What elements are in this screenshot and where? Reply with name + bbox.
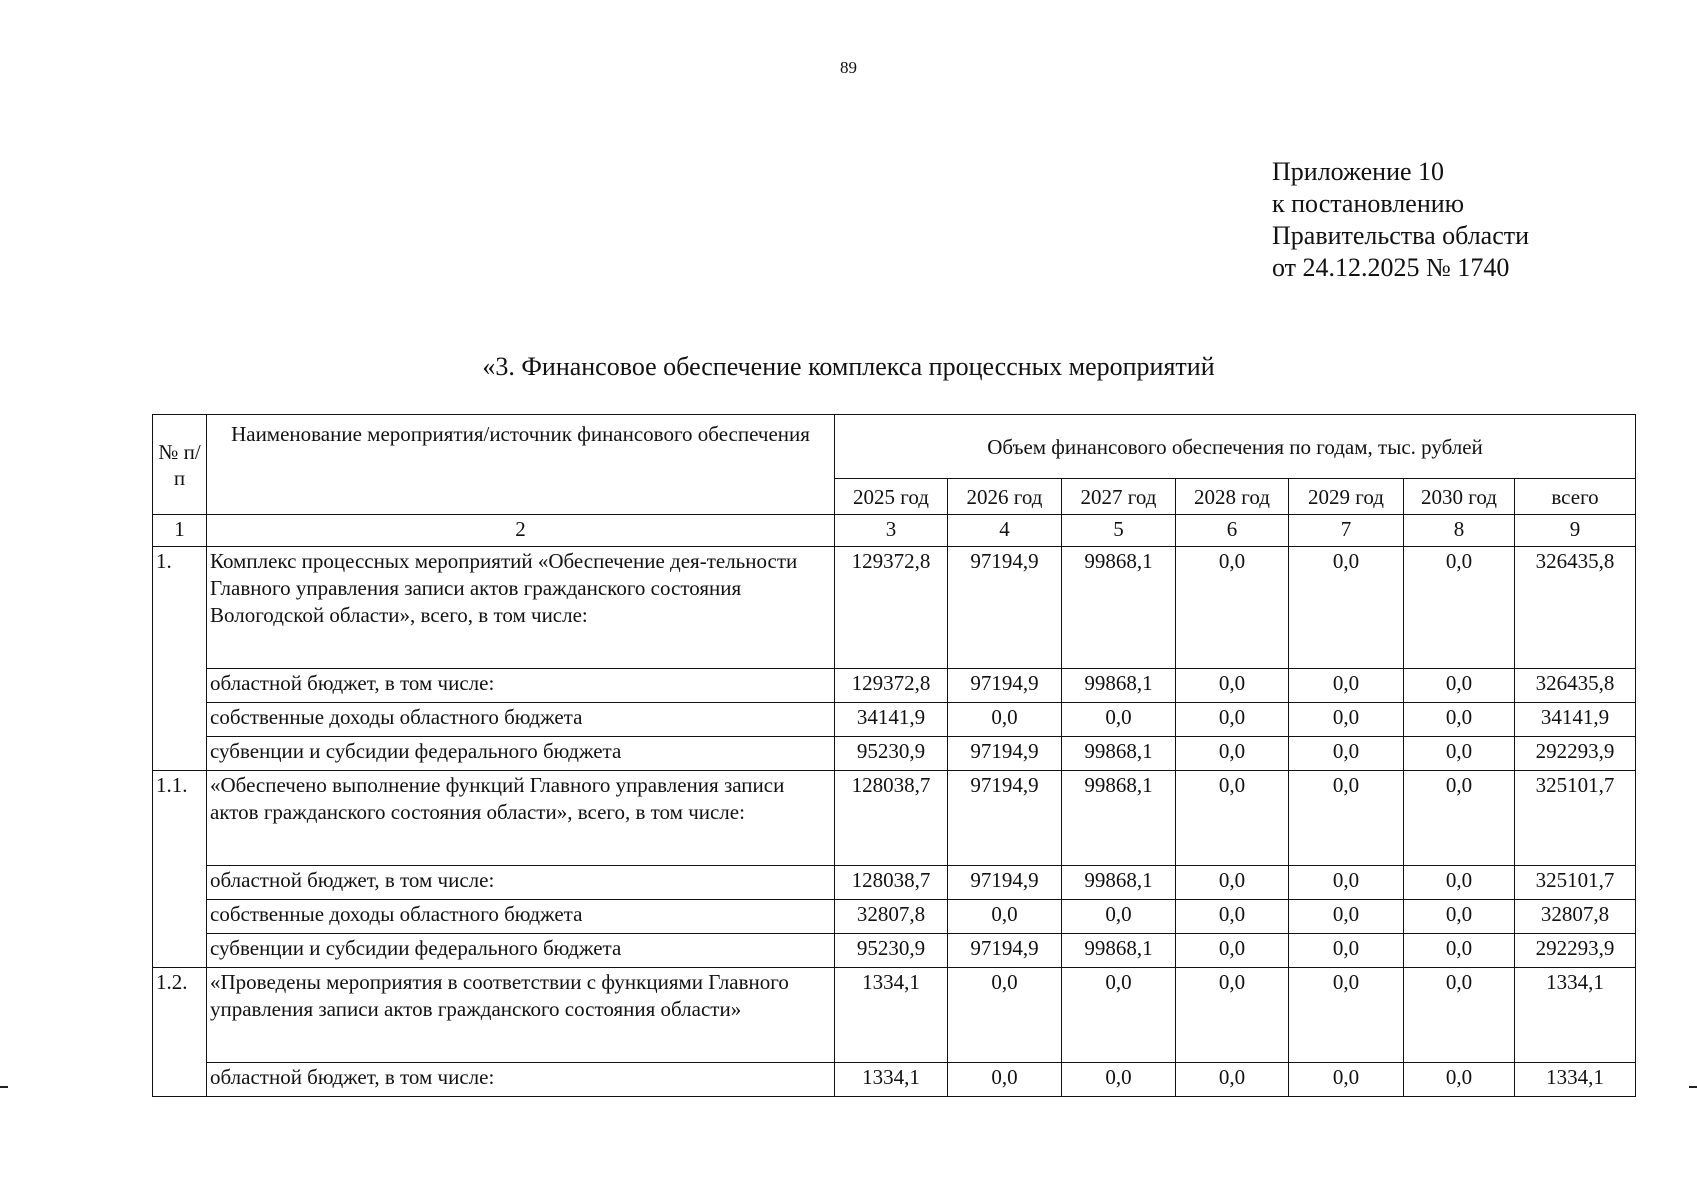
scan-mark (0, 1086, 8, 1088)
row-value: 0,0 (1289, 900, 1404, 934)
row-value: 1334,1 (835, 1063, 948, 1097)
row-value: 0,0 (1062, 900, 1176, 934)
row-value: 97194,9 (948, 771, 1062, 866)
row-value: 325101,7 (1515, 866, 1636, 900)
row-value: 0,0 (1404, 1063, 1515, 1097)
row-name: областной бюджет, в том числе: (207, 1063, 835, 1097)
appendix-line: Правительства области (1272, 221, 1530, 250)
column-number: 9 (1515, 515, 1636, 547)
row-index: 1. (153, 547, 207, 771)
column-number: 3 (835, 515, 948, 547)
row-value: 0,0 (1404, 547, 1515, 669)
appendix-block (1272, 156, 1529, 284)
appendix-line: Приложение 10 (1272, 157, 1445, 186)
row-value: 129372,8 (835, 547, 948, 669)
row-value: 0,0 (1062, 703, 1176, 737)
row-value: 0,0 (1289, 703, 1404, 737)
row-value: 0,0 (1176, 547, 1289, 669)
financing-table (152, 414, 1636, 1097)
row-value: 292293,9 (1515, 737, 1636, 771)
row-name: субвенции и субсидии федерального бюджета (207, 737, 835, 771)
column-number: 1 (153, 515, 207, 547)
row-name: «Обеспечено выполнение функций Главного управления записи актов гражданского состояния области», всего, в том числе: (207, 771, 835, 866)
row-value: 95230,9 (835, 737, 948, 771)
row-value: 0,0 (1404, 771, 1515, 866)
row-value: 292293,9 (1515, 934, 1636, 968)
header-year: 2027 год (1062, 479, 1176, 515)
row-value: 99868,1 (1062, 771, 1176, 866)
row-value: 0,0 (1289, 669, 1404, 703)
table-row (153, 547, 1636, 669)
row-value: 0,0 (1404, 703, 1515, 737)
column-number: 4 (948, 515, 1062, 547)
row-value: 0,0 (1176, 900, 1289, 934)
row-name: «Проведены мероприятия в соответствии с функциями Главного управления записи актов гражданского состояния области» (207, 968, 835, 1063)
column-number: 6 (1176, 515, 1289, 547)
row-value: 97194,9 (948, 547, 1062, 669)
row-value: 0,0 (1062, 1063, 1176, 1097)
row-value: 0,0 (1404, 934, 1515, 968)
row-value: 97194,9 (948, 737, 1062, 771)
row-value: 0,0 (1404, 900, 1515, 934)
section-title: «3. Финансовое обеспечение комплекса процессных мероприятий (482, 352, 1215, 381)
row-value: 0,0 (1404, 968, 1515, 1063)
row-name: областной бюджет, в том числе: (207, 669, 835, 703)
row-index: 1.2. (153, 968, 207, 1097)
row-value: 0,0 (1176, 866, 1289, 900)
header-num: № п/п (153, 415, 207, 515)
appendix-line: от 24.12.2025 № 1740 (1272, 253, 1510, 282)
row-name: собственные доходы областного бюджета (207, 703, 835, 737)
table-row (153, 968, 1636, 1063)
row-value: 99868,1 (1062, 547, 1176, 669)
row-value: 0,0 (1289, 1063, 1404, 1097)
table-row (153, 934, 1636, 968)
row-value: 0,0 (1289, 771, 1404, 866)
row-value: 0,0 (1176, 703, 1289, 737)
row-value: 0,0 (1404, 669, 1515, 703)
row-value: 0,0 (1176, 771, 1289, 866)
row-value: 128038,7 (835, 771, 948, 866)
row-value: 0,0 (1176, 737, 1289, 771)
row-value: 0,0 (1176, 968, 1289, 1063)
row-value: 32807,8 (1515, 900, 1636, 934)
row-value: 0,0 (948, 703, 1062, 737)
table-row (153, 703, 1636, 737)
column-number: 8 (1404, 515, 1515, 547)
row-value: 0,0 (1404, 737, 1515, 771)
row-value: 0,0 (948, 1063, 1062, 1097)
row-value: 129372,8 (835, 669, 948, 703)
header-year: 2025 год (835, 479, 948, 515)
row-index: 1.1. (153, 771, 207, 968)
row-value: 97194,9 (948, 866, 1062, 900)
column-number: 5 (1062, 515, 1176, 547)
header-year: 2028 год (1176, 479, 1289, 515)
row-value: 0,0 (1176, 1063, 1289, 1097)
row-value: 0,0 (1176, 934, 1289, 968)
header-volume: Объем финансового обеспечения по годам, тыс. рублей (835, 415, 1636, 479)
scan-mark (1689, 1086, 1697, 1088)
row-value: 0,0 (1404, 866, 1515, 900)
row-name: собственные доходы областного бюджета (207, 900, 835, 934)
row-value: 1334,1 (1515, 968, 1636, 1063)
row-value: 34141,9 (1515, 703, 1636, 737)
column-number: 2 (207, 515, 835, 547)
row-value: 128038,7 (835, 866, 948, 900)
row-value: 32807,8 (835, 900, 948, 934)
row-name: субвенции и субсидии федерального бюджета (207, 934, 835, 968)
row-name: Комплекс процессных мероприятий «Обеспечение дея-тельности Главного управления записи актов гражданского состояния Вологодской области», всего, в том числе: (207, 547, 835, 669)
header-year: 2026 год (948, 479, 1062, 515)
row-name: областной бюджет, в том числе: (207, 866, 835, 900)
row-value: 95230,9 (835, 934, 948, 968)
row-value: 1334,1 (1515, 1063, 1636, 1097)
row-value: 99868,1 (1062, 669, 1176, 703)
row-value: 326435,8 (1515, 547, 1636, 669)
row-value: 97194,9 (948, 669, 1062, 703)
row-value: 99868,1 (1062, 934, 1176, 968)
appendix-line: к постановлению (1272, 189, 1465, 218)
row-value: 0,0 (1289, 737, 1404, 771)
table-row (153, 1063, 1636, 1097)
row-value: 0,0 (948, 900, 1062, 934)
row-value: 1334,1 (835, 968, 948, 1063)
row-value: 325101,7 (1515, 771, 1636, 866)
header-year: всего (1515, 479, 1636, 515)
row-value: 0,0 (1289, 866, 1404, 900)
row-value: 326435,8 (1515, 669, 1636, 703)
row-value: 0,0 (1289, 934, 1404, 968)
row-value: 99868,1 (1062, 737, 1176, 771)
row-value: 0,0 (1289, 968, 1404, 1063)
table-row (153, 900, 1636, 934)
table-row (153, 771, 1636, 866)
header-name: Наименование мероприятия/источник финансового обеспечения (207, 415, 835, 515)
row-value: 0,0 (1062, 968, 1176, 1063)
row-value: 0,0 (948, 968, 1062, 1063)
header-year: 2029 год (1289, 479, 1404, 515)
header-year: 2030 год (1404, 479, 1515, 515)
table-row (153, 669, 1636, 703)
column-number: 7 (1289, 515, 1404, 547)
row-value: 34141,9 (835, 703, 948, 737)
row-value: 99868,1 (1062, 866, 1176, 900)
table-row (153, 866, 1636, 900)
page-number: 89 (840, 58, 857, 77)
row-value: 97194,9 (948, 934, 1062, 968)
table-row (153, 737, 1636, 771)
row-value: 0,0 (1289, 547, 1404, 669)
row-value: 0,0 (1176, 669, 1289, 703)
